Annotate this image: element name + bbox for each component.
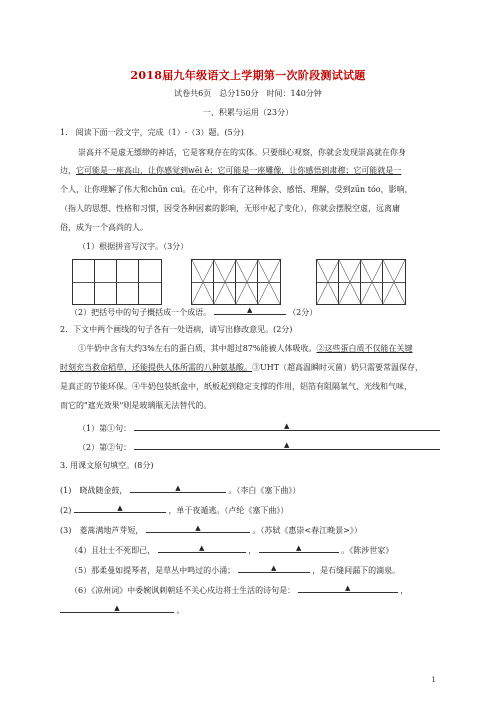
q1-sub2 [70,306,450,318]
q1-passage-text: 边， [60,166,76,175]
q1-passage-line: 俗，成为一个高尚的人。 [60,223,148,232]
blank-marker: ▲ [198,544,205,552]
answer-blank[interactable] [74,504,166,513]
grid-cell[interactable] [95,260,117,304]
q3-text: （6）《凉州词》中委婉讽刺朝廷不关心戍边将士生活的诗句是： [70,586,296,595]
grid-cell[interactable] [192,260,214,304]
q2-answer-1 [78,422,440,434]
section-heading: 一、积累与运用（23分） [202,108,294,117]
answer-blank[interactable] [214,306,286,315]
q3-text: (3) 菱蒿满地芦芽短， [60,526,144,535]
grid-cell[interactable] [117,260,139,304]
blank-marker: ▲ [344,584,351,592]
q3-text: ， [400,586,409,595]
grid-cell[interactable] [361,260,383,304]
answer-blank[interactable] [158,544,246,553]
q2-answer-label: （2）第②句： [78,443,132,452]
q2-text: ③UHT（超高温瞬时灭菌）奶只需要常温保存， [252,363,424,372]
answer-grid[interactable] [316,259,406,305]
q3-item-6 [70,584,450,596]
q3-item-6-cont [60,604,440,616]
grid-cell[interactable] [139,260,161,304]
grid-cell[interactable] [383,260,405,304]
q3-text: (1) 晓战随金鼓， [60,486,128,495]
blank-marker: ▲ [296,544,302,552]
q1-stem: 1. 阅读下面一段文字，完成（1）-（3）题。(5分) [60,128,244,137]
q3-stem: 3. 用课文原句填空。(8分) [60,461,154,470]
q2-passage-line [78,344,440,354]
q1-sub2-score: （2分） [288,308,318,317]
q2-underlined-sentence: 时刻充当救命稻草，还能提供人体所需的八种氨基酸。 [60,363,252,372]
blank-marker: ▲ [195,524,201,532]
page-number: 1 [431,676,436,684]
q2-answer-2 [78,441,440,453]
q2-passage-line [60,363,440,373]
q3-text: ，是石缝间漏下的滴泉。 [312,566,401,575]
q3-item-1 [60,484,440,496]
q3-text: (2) [60,506,72,515]
q3-text: 。 [176,606,185,615]
q2-text: ①牛奶中含有大约3%左右的蛋白质，其中超过87%能被人体吸收。 [78,344,317,353]
exam-title: 2018届九年级语文上学期第一次阶段测试试题 [130,69,366,82]
answer-grid[interactable] [191,259,281,305]
answer-grid[interactable] [72,259,162,305]
q3-item-2 [60,504,440,516]
exam-meta: 试卷共6页 总分150分 时间：140分钟 [174,89,322,98]
q3-source: 。（苏轼《惠崇<春江晚景>》） [252,526,362,535]
blank-marker: ▲ [117,504,123,512]
q2-passage-line: 是真正的节能环保。④牛奶包装纸盒中，纸板起到稳定支撑的作用，铝箔有阻隔氧气、光线和气味， [60,382,412,391]
answer-blank[interactable] [259,544,339,553]
blank-marker: ▲ [283,441,290,449]
q3-item-4 [70,544,450,556]
grid-cell[interactable] [317,260,339,304]
answer-blank[interactable] [238,564,310,573]
q2-answer-label: （1）第①句： [78,424,132,433]
q3-text: （4）且壮士不死即已， [70,546,156,555]
answer-blank[interactable] [60,604,174,613]
q1-passage-line [60,166,440,176]
q1-sub1: （1）根据拼音写汉字。（3分） [78,242,189,251]
blank-marker: ▲ [114,604,120,612]
q3-text: ， [248,546,257,555]
q3-text: （5）那柔曼如提琴者，是草丛中鸣过的小涌； [70,566,236,575]
answer-blank[interactable] [298,584,398,593]
grid-cell[interactable] [73,260,95,304]
q1-passage-line: （指人的思想、性格和习惯，因受各种因素的影响，无形中起了变化），你就会摆脱空虚，远离庸 [60,204,400,213]
q3-item-5 [70,564,450,576]
answer-blank[interactable] [134,441,440,450]
q2-stem: 2．下文中两个画线的句子各有一处语病，请写出修改意见。(2分) [60,325,293,334]
answer-blank[interactable] [130,484,226,493]
grid-cell[interactable] [214,260,236,304]
q1-passage-line: 崇高并不是虚无缥缈的神话，它是客观存在的实体。只要细心观察，你就会发现崇高就在你身 [78,148,406,157]
answer-blank[interactable] [146,524,250,533]
q1-sub2-text: （2）把括号中的句子概括成一个成语。 [70,308,212,317]
q3-item-3 [60,524,440,536]
grid-cell[interactable] [339,260,361,304]
grid-cell[interactable] [236,260,258,304]
blank-marker: ▲ [175,484,181,492]
blank-marker: ▲ [283,422,290,430]
grid-cell[interactable] [258,260,280,304]
q2-underlined-sentence: ②这些蛋白质不仅能在关键 [316,344,413,353]
q1-underlined-sentence: 它可能是一座高山，让你感觉到wēi ě；它可能是一座雕像，让你感悟到肃穆；它可能就是一 [76,166,402,175]
q3-source: 。（李白《塞下曲》） [228,486,301,495]
q3-source: ，单于夜遁逃。（卢纶《塞下曲》） [168,506,289,515]
q1-passage-line: 个人，让你理解了伟大和chūn cuì。在心中，你有了这种体会、感悟、理解，受到zūn tóo，影响， [60,185,413,194]
blank-marker: ▲ [246,306,253,314]
blank-marker: ▲ [270,564,277,572]
answer-blank[interactable] [134,422,440,431]
q2-passage-line: 而它的"遮光效果"则是玻璃瓶无法替代的。 [60,401,212,410]
q3-source: 。《陈涉世家》 [341,546,394,555]
